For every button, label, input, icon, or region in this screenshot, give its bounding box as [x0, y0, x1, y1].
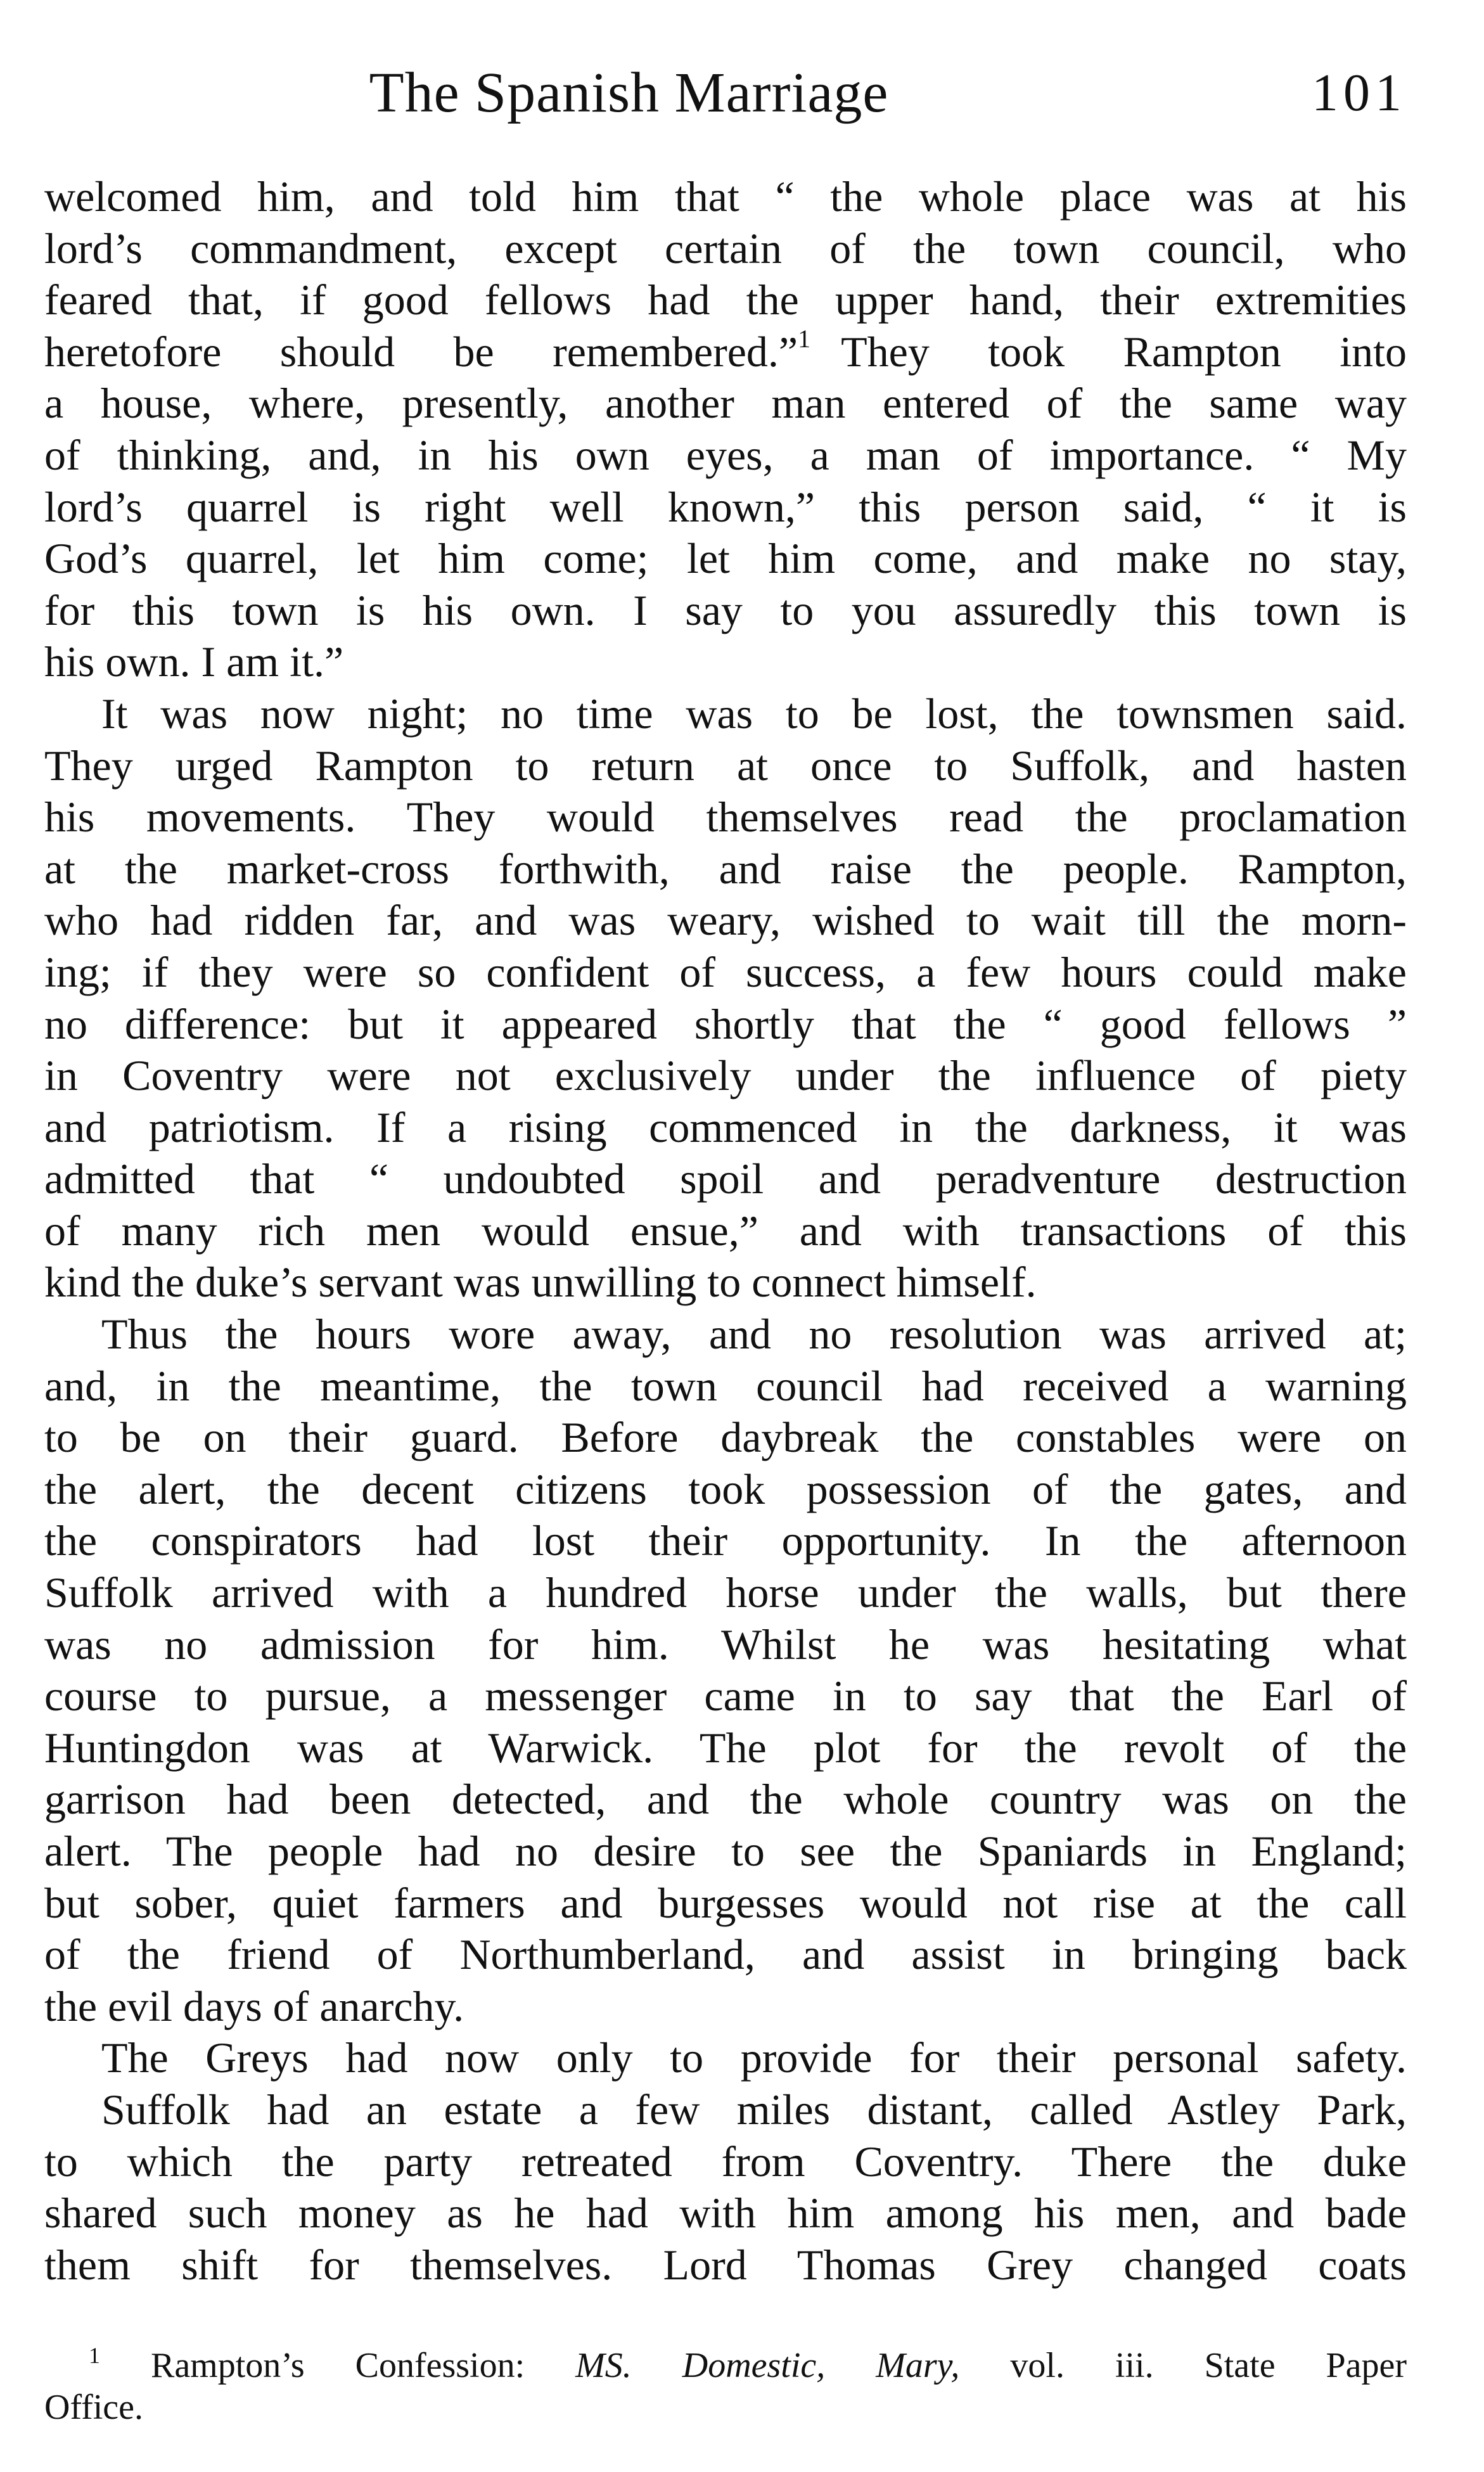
text-line: feared that, if good fellows had the upper hand, their extremities	[44, 276, 1407, 324]
text-line: lord’s commandment, except certain of the town council, who	[44, 224, 1407, 272]
text-line: garrison had been detected, and the whole country was on the	[44, 1775, 1407, 1824]
text-line: for this town is his own. I say to you assuredly this town is	[44, 586, 1407, 634]
text-line: ing; if they were so confident of success, a few hours could make	[44, 947, 1407, 996]
text-line: They urged Rampton to return at once to Suffolk, and hasten	[44, 741, 1407, 790]
footnote-line: Office.	[44, 2388, 143, 2427]
text-line: and, in the meantime, the town council had received a warning	[44, 1361, 1407, 1410]
text-line: welcomed him, and told him that “ the whole place was at his	[44, 172, 1407, 221]
text-line: Suffolk arrived with a hundred horse under the walls, but there	[44, 1568, 1407, 1617]
running-title: The Spanish Marriage	[369, 61, 889, 124]
text-line: lord’s quarrel is right well known,” this person said, “ it is	[44, 482, 1407, 531]
text-line-with-footnote	[44, 326, 1407, 378]
footnote-line	[44, 2345, 1407, 2386]
text-line: who had ridden far, and was weary, wished to wait till the morn-	[44, 896, 1407, 945]
text-line: a house, where, presently, another man entered of the same way	[44, 379, 1407, 428]
text-line: shared such money as he had with him among his men, and bade	[44, 2189, 1407, 2238]
text-line: in Coventry were not exclusively under the influence of piety	[44, 1051, 1407, 1100]
running-head	[44, 58, 1407, 128]
text-line: to which the party retreated from Coventry. There the duke	[44, 2137, 1407, 2186]
text-line: The Greys had now only to provide for their personal safety.	[101, 2033, 1407, 2082]
footnote-source-suffix: vol. iii. State Paper	[1010, 2346, 1407, 2385]
book-page	[44, 0, 1407, 2472]
text-line: his own. I am it.”	[44, 637, 344, 686]
footnote-source-prefix: Rampton’s Confession:	[150, 2346, 525, 2385]
text-line: them shift for themselves. Lord Thomas Grey changed coats	[44, 2240, 1407, 2289]
footnote-reference: 1	[798, 324, 811, 353]
text-line: Thus the hours wore away, and no resolution was arrived at;	[101, 1310, 1407, 1359]
quote-end-text: heretofore should be remembered.”	[44, 327, 798, 376]
text-line: It was now night; no time was to be lost, the townsmen said.	[101, 689, 1407, 738]
text-line: alert. The people had no desire to see the Spaniards in England;	[44, 1827, 1407, 1875]
text-line: at the market-cross forthwith, and raise the people. Rampton,	[44, 844, 1407, 893]
text-line: was no admission for him. Whilst he was hesitating what	[44, 1620, 1407, 1668]
text-line: Suffolk had an estate a few miles distant, called Astley Park,	[101, 2085, 1407, 2134]
sentence-continuation: They took Rampton into	[841, 327, 1407, 376]
footnote-mark: 1	[89, 2343, 100, 2368]
text-line: the evil days of anarchy.	[44, 1982, 464, 2030]
page-number: 101	[1312, 63, 1407, 122]
text-line: to be on their guard. Before daybreak the constables were on	[44, 1413, 1407, 1462]
text-line: no difference: but it appeared shortly that the “ good fellows ”	[44, 999, 1407, 1048]
text-line: course to pursue, a messenger came in to say that the Earl of	[44, 1672, 1407, 1720]
footnote-source-italic: MS. Domestic, Mary,	[575, 2346, 960, 2385]
text-line: of the friend of Northumberland, and assist in bringing back	[44, 1930, 1407, 1979]
text-line: of thinking, and, in his own eyes, a man of importance. “ My	[44, 430, 1407, 479]
text-line: admitted that “ undoubted spoil and peradventure destruction	[44, 1155, 1407, 1203]
text-line: and patriotism. If a rising commenced in the darkness, it was	[44, 1103, 1407, 1151]
text-line: the conspirators had lost their opportunity. In the afternoon	[44, 1516, 1407, 1565]
text-line: Huntingdon was at Warwick. The plot for the revolt of the	[44, 1723, 1407, 1772]
footnote	[44, 2345, 1407, 2428]
text-line: of many rich men would ensue,” and with transactions of this	[44, 1206, 1407, 1255]
text-line: the alert, the decent citizens took possession of the gates, and	[44, 1464, 1407, 1513]
text-line: God’s quarrel, let him come; let him come, and make no stay,	[44, 534, 1407, 583]
text-line: but sober, quiet farmers and burgesses would not rise at the call	[44, 1878, 1407, 1927]
body-text	[44, 171, 1407, 2291]
text-line: kind the duke’s servant was unwilling to connect himself.	[44, 1258, 1037, 1307]
text-line: his movements. They would themselves read the proclamation	[44, 793, 1407, 842]
